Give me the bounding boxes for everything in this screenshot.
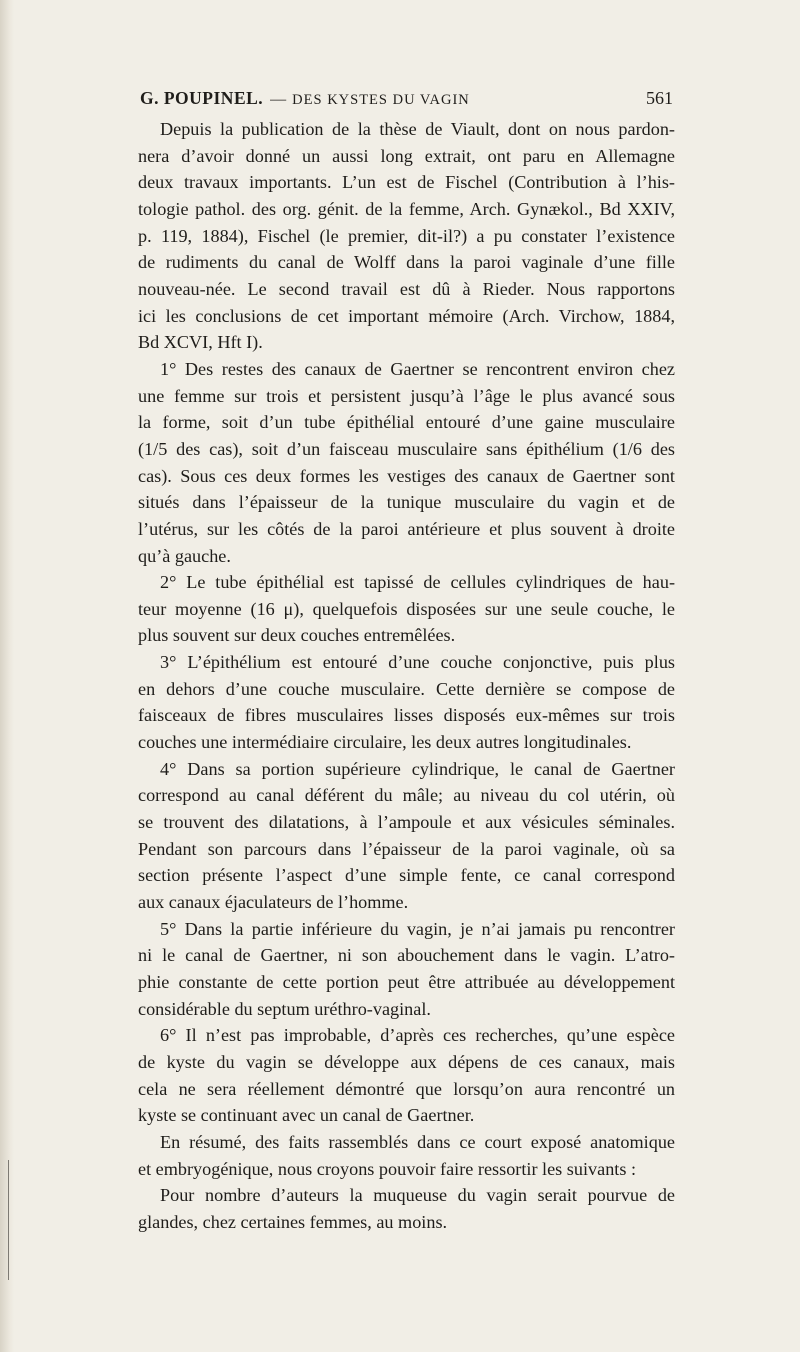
text-line: ici les conclusions de cet important mémoire (Arch. Virchow, 1884, xyxy=(138,305,675,326)
running-header xyxy=(140,88,673,116)
paragraph xyxy=(138,1182,675,1235)
text-line: l’utérus, sur les côtés de la paroi antérieure et plus souvent à droite xyxy=(138,518,675,539)
book-page xyxy=(138,88,675,1232)
text-line: nouveau-née. Le second travail est dû à Rieder. Nous rapportons xyxy=(138,278,675,299)
text-line: considérable du septum uréthro-vaginal. xyxy=(138,998,431,1019)
header-dash: — xyxy=(270,91,287,108)
text-line: 5° Dans la partie inférieure du vagin, je n’ai jamais pu rencontrer xyxy=(160,918,675,939)
text-line: et embryogénique, nous croyons pouvoir faire ressortir les suivants : xyxy=(138,1158,637,1179)
paragraph xyxy=(138,1022,675,1129)
paragraph xyxy=(138,569,675,649)
paragraph xyxy=(138,116,675,356)
text-line: 1° Des restes des canaux de Gaertner se rencontrent environ chez xyxy=(160,358,675,379)
text-line: la forme, soit d’un tube épithélial entouré d’une gaine musculaire xyxy=(138,412,675,433)
text-line: plus souvent sur deux couches entremêlées. xyxy=(138,625,456,646)
text-line: correspond au canal déférent du mâle; au niveau du col utérin, où xyxy=(138,785,675,806)
text-line: phie constante de cette portion peut être attribuée au développement xyxy=(138,972,675,992)
text-line: En résumé, des faits rassemblés dans ce court exposé anatomique xyxy=(160,1131,675,1152)
text-line: faisceaux de fibres musculaires lisses disposés eux-mêmes sur trois xyxy=(138,705,675,726)
text-line: situés dans l’épaisseur de la tunique musculaire du vagin et de xyxy=(138,492,675,513)
paragraph xyxy=(138,916,675,1023)
binding-mark xyxy=(8,1160,9,1280)
text-line: de kyste du vagin se développe aux dépens de ces canaux, mais xyxy=(138,1051,675,1072)
paragraph xyxy=(138,356,675,569)
text-line: qu’à gauche. xyxy=(138,545,231,566)
text-line: couches une intermédiaire circulaire, les deux autres longitudinales. xyxy=(138,732,632,753)
text-line: kyste se continuant avec un canal de Gaertner. xyxy=(138,1105,475,1126)
text-line: de rudiments du canal de Wolff dans la paroi vaginale d’une fille xyxy=(138,252,675,273)
text-line: Pour nombre d’auteurs la muqueuse du vagin serait pourvue de xyxy=(160,1185,675,1206)
text-line: Bd XCVI, Hft I). xyxy=(138,332,263,353)
page-binding-edge xyxy=(0,0,14,1352)
paragraph xyxy=(138,649,675,756)
text-line: (1/5 des cas), soit d’un faisceau musculaire sans épithélium (1/6 des xyxy=(138,438,675,459)
text-line: glandes, chez certaines femmes, au moins. xyxy=(138,1211,448,1232)
text-line: en dehors d’une couche musculaire. Cette dernière se compose de xyxy=(138,678,675,699)
text-line: ni le canal de Gaertner, ni son abouchement dans le vagin. L’atro- xyxy=(138,945,675,966)
text-line: tologie pathol. des org. génit. de la femme, Arch. Gynækol., Bd XXIV, xyxy=(138,198,675,219)
header-title: DES KYSTES DU VAGIN xyxy=(292,92,470,108)
text-line: teur moyenne (16 μ), quelquefois disposées sur une seule couche, le xyxy=(138,598,675,619)
text-line: cas). Sous ces deux formes les vestiges des canaux de Gaertner sont xyxy=(138,465,675,486)
header-author: G. POUPINEL. xyxy=(140,88,264,108)
body-text xyxy=(138,116,675,1236)
text-line: Depuis la publication de la thèse de Viault, dont on nous pardon- xyxy=(160,119,675,139)
paragraph xyxy=(138,756,675,916)
text-line: se trouvent des dilatations, à l’ampoule et aux vésicules séminales. xyxy=(138,812,675,833)
text-line: 3° L’épithélium est entouré d’une couche conjonctive, puis plus xyxy=(160,652,675,673)
text-line: p. 119, 1884), Fischel (le premier, dit-il?) a pu constater l’existence xyxy=(138,225,675,246)
text-line: Pendant son parcours dans l’épaisseur de la paroi vaginale, où sa xyxy=(138,838,675,859)
text-line: section présente l’aspect d’une simple fente, ce canal correspond xyxy=(138,865,675,886)
text-line: 4° Dans sa portion supérieure cylindrique, le canal de Gaertner xyxy=(160,758,675,779)
text-line: nera d’avoir donné un aussi long extrait, ont paru en Allemagne xyxy=(138,145,675,166)
text-line: cela ne sera réellement démontré que lorsqu’on aura rencontré un xyxy=(138,1078,675,1099)
text-line: 2° Le tube épithélial est tapissé de cellules cylindriques de hau- xyxy=(160,572,675,593)
text-line: une femme sur trois et persistent jusqu’à l’âge le plus avancé sous xyxy=(138,385,675,406)
text-line: 6° Il n’est pas improbable, d’après ces recherches, qu’une espèce xyxy=(160,1025,675,1046)
paragraph xyxy=(138,1129,675,1182)
text-line: deux travaux importants. L’un est de Fischel (Contribution à l’his- xyxy=(138,172,675,193)
page-number: 561 xyxy=(646,88,673,108)
text-line: aux canaux éjaculateurs de l’homme. xyxy=(138,892,409,913)
